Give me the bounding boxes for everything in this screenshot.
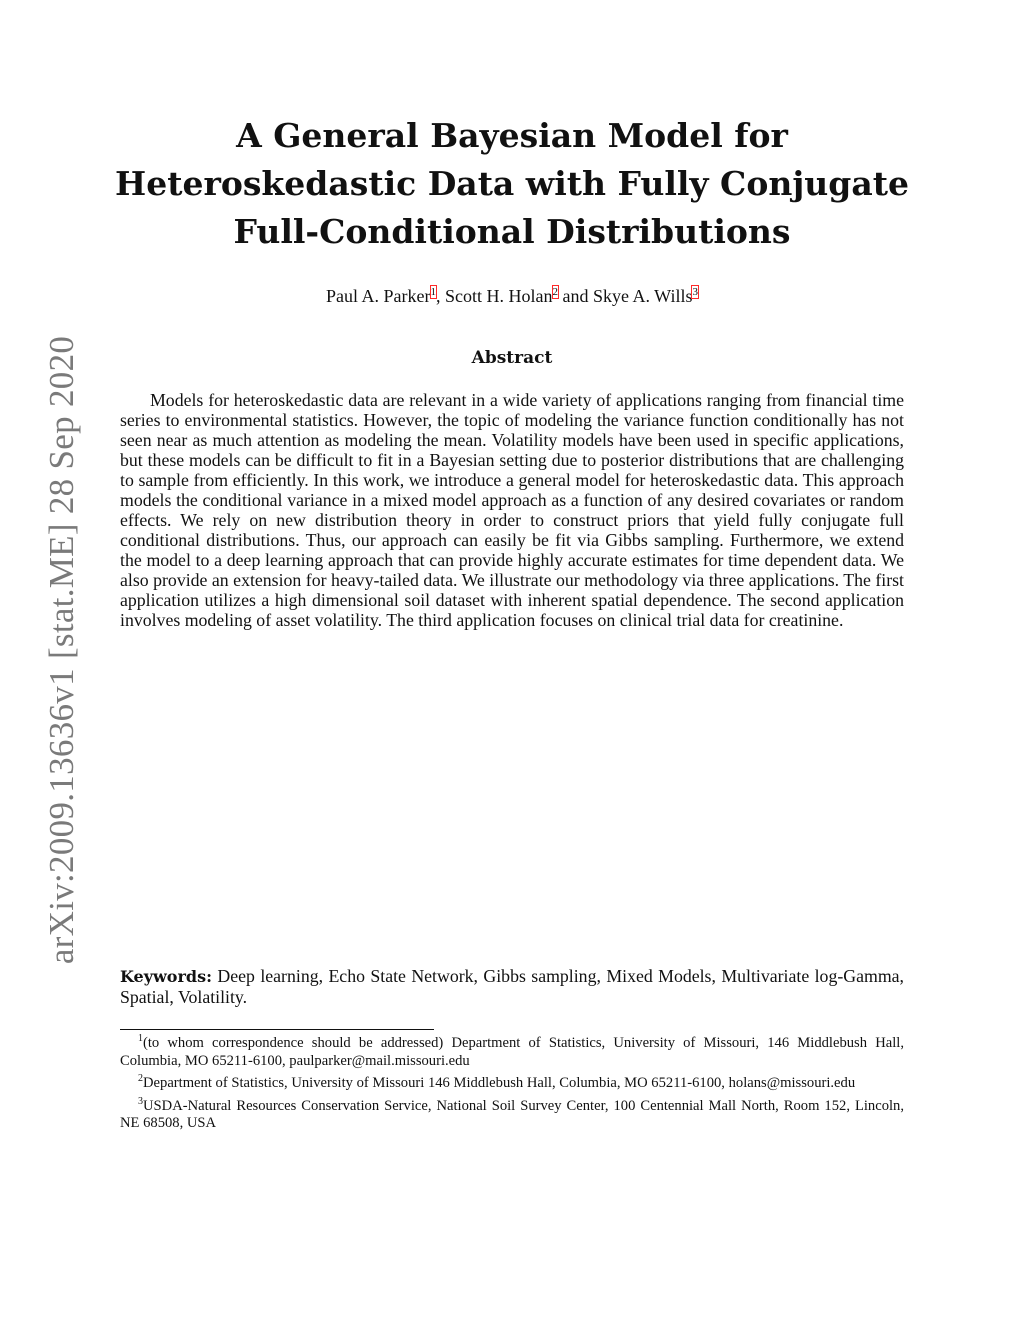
arxiv-identifier-stamp[interactable]: arXiv:2009.13636v1 [stat.ME] 28 Sep 2020	[42, 335, 81, 965]
footnote-text: Department of Statistics, University of Missouri 146 Middlebush Hall, Columbia, MO 65211-6100, holans@missouri.edu	[143, 1075, 856, 1091]
title-line-2: Heteroskedastic Data with Fully Conjugate	[115, 164, 909, 203]
author-name: Scott H. Holan	[445, 286, 553, 306]
footnote-text: USDA-Natural Resources Conservation Service, National Soil Survey Center, 100 Centennial Mall North, Room 152, Lincoln, NE 68508, USA	[120, 1097, 904, 1131]
author-separator: ,	[436, 286, 445, 306]
author-name: Skye A. Wills	[593, 286, 693, 306]
footnote-mark: 1	[138, 1033, 143, 1045]
footnote-divider	[120, 1029, 434, 1030]
footnote-link-3[interactable]: 3	[692, 286, 698, 298]
footnote-text: (to whom correspondence should be addressed) Department of Statistics, University of Missouri, 146 Middlebush Hall, Columbia, MO 65211-6100, paulparker@mail.missouri.edu	[120, 1035, 904, 1069]
author-separator: and	[558, 286, 593, 306]
keywords-section	[120, 966, 904, 1007]
paper-title	[112, 112, 912, 256]
abstract-text: Models for heteroskedastic data are relevant in a wide variety of applications ranging from financial time series to environmental statistics. However, the topic of modeling the variance function conditionally has not seen near as much attention as modeling the mean. Volatility models have been used in specific applications, but these models can be difficult to fit in a Bayesian setting due to posterior distributions that are challenging to sample from efficiently. In this work, we introduce a general model for heteroskedastic data. This approach models the conditional variance in a mixed model approach as a function of any desired covariates or random effects. We rely on new distribution theory in order to construct priors that yield fully conjugate full conditional distributions. Thus, our approach can easily be fit via Gibbs sampling. Furthermore, we extend the model to a deep learning approach that can provide highly accurate estimates for time dependent data. We also provide an extension for heavy-tailed data. We illustrate our methodology via three applications. The first application utilizes a high dimensional soil dataset with inherent spatial dependence. The second application involves modeling of asset volatility. The third application focuses on clinical trial data for creatinine.	[120, 390, 904, 630]
footnote-1	[120, 1035, 904, 1070]
author-name: Paul A. Parker	[326, 286, 431, 306]
keywords-text: Deep learning, Echo State Network, Gibbs sampling, Mixed Models, Multivariate log-Gamma, Spatial, Volatility.	[120, 966, 904, 1007]
title-line-3: Full-Conditional Distributions	[233, 212, 791, 251]
footnote-mark: 3	[138, 1095, 143, 1107]
title-line-1: A General Bayesian Model for	[236, 116, 788, 155]
footnote-mark: 2	[138, 1073, 143, 1085]
footnote-3	[120, 1095, 904, 1133]
footnote-2	[120, 1075, 904, 1093]
author-list	[112, 286, 912, 307]
keywords-label: Keywords:	[120, 967, 213, 986]
footnote-link-1[interactable]: 1	[430, 286, 436, 298]
abstract-heading: Abstract	[471, 348, 553, 368]
footnote-link-2[interactable]: 2	[552, 286, 558, 298]
footnotes	[120, 1035, 904, 1138]
